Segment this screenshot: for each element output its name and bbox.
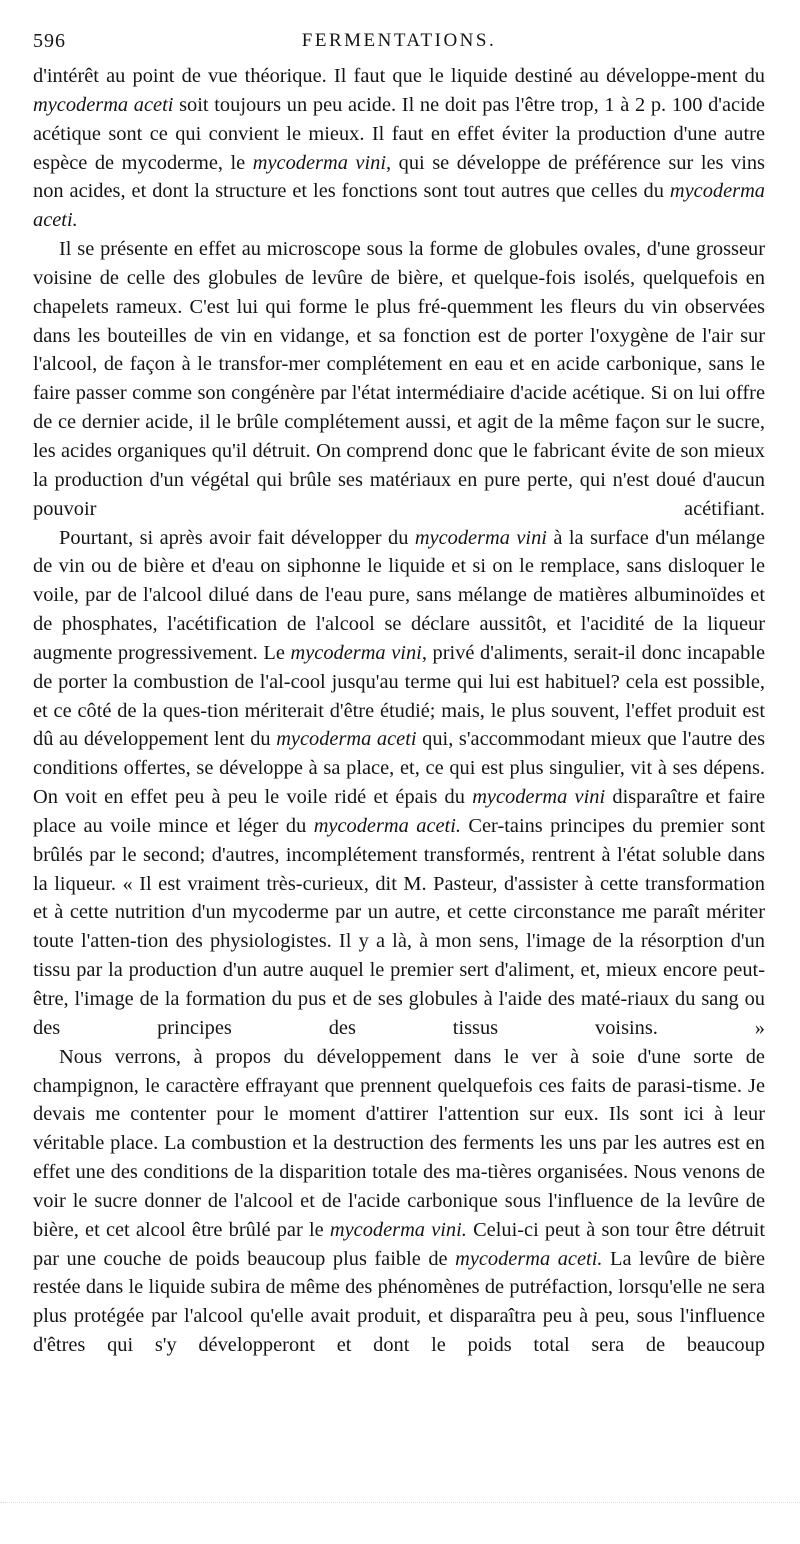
italic-term: mycoderma vini xyxy=(472,786,606,809)
italic-term: mycoderma vini xyxy=(252,151,386,174)
text-run: La levûre de bière restée dans le liquide subira de même des phénomènes de putréfaction, lorsqu'elle ne sera plus protégée par l'alcool qu'elle avait produit, et disparaîtra peu à peu, sous l'influence d'êtres qui s'y développeront et dont le poids total sera de beaucoup xyxy=(33,1247,765,1357)
italic-term: mycoderma aceti xyxy=(276,728,417,751)
italic-term: mycoderma vini xyxy=(414,526,547,549)
paragraph-1 xyxy=(33,62,765,235)
text-run: soit toujours un peu acide. Il ne doit pas l'être trop, 1 à 2 p. 100 d'acide acétique sont ce qui convient le mieux. Il faut en effet éviter la production d'une autre espèce de mycoderme, le xyxy=(33,93,765,174)
italic-term: mycoderma vini xyxy=(290,641,422,664)
italic-term: mycoderma aceti. xyxy=(33,180,765,232)
text-run: disparaître et faire place au voile mince et léger du xyxy=(33,786,765,837)
paragraph-3 xyxy=(33,524,765,1043)
text-run: à la surface d'un mélange de vin ou de bière et d'eau on siphonne le liquide et si on le remplace, sans disloquer le voile, par de l'alcool dilué dans de l'eau pure, sans mélange de matières albuminoïdes et de phosphates, l'acétification de l'alcool se déclare aussitôt, et l'acidité de la liqueur augmente progressivement. Le xyxy=(33,526,765,664)
text-run: Nous verrons, à propos du développement dans le ver à soie d'une sorte de champignon, le caractère effrayant que prennent quelquefois ces faits de parasi-tisme. Je devais me contenter pour le moment d'attirer l'attention sur eux. Ils sont ici à leur véritable place. La combustion et la destruction des ferments les uns par les autres est en effet une des conditions de la disparition totale des ma-tières organisées. Nous venons de voir le sucre donner de l'alcool et de l'acide carbonique sous l'influence de la levûre de bière, et cet alcool être brûlé par le xyxy=(33,1045,765,1241)
text-run: , qui se développe de préférence sur les vins non acides, et dont la structure et les fonctions sont tout autres que celles du xyxy=(33,151,765,203)
italic-term: mycoderma aceti. xyxy=(313,814,461,837)
italic-term: mycoderma aceti. xyxy=(455,1247,603,1270)
running-title: FERMENTATIONS. xyxy=(301,30,497,51)
scan-edge-noise xyxy=(0,1502,800,1507)
paragraph-4 xyxy=(33,1043,765,1360)
text-run: Celui-ci peut à son tour être détruit par une couche de poids beaucoup plus faible de xyxy=(33,1218,765,1270)
paragraph-2 xyxy=(33,235,765,523)
text-run: qui, s'accommodant mieux que l'autre des conditions offertes, se développe à sa place, et, ce qui est plus singulier, vit à ses dépens. On voit en effet peu à peu le voile ridé et épais du xyxy=(33,728,765,809)
text-run: Pourtant, si après avoir fait développer du xyxy=(59,526,415,549)
text-run: Cer-tains principes du premier sont brûlés par le second; d'autres, incomplétement transformés, rentrent à l'état soluble dans la liqueur. « Il est vraiment très-curieux, dit M. Pasteur, d'assister à cette transformation et à cette nutrition d'un mycoderme par un autre, et cette circonstance me paraît mériter toute l'atten-tion des physiologistes. Il y a là, à mon sens, l'image de la résorption d'un tissu par la production d'un autre auquel le premier sert d'aliment, et, mieux encore peut-être, l'image de la formation du pus et de ses globules à l'aide des maté-riaux du sang ou des principes des tissus voisins. » xyxy=(33,814,765,1039)
text-run: Il se présente en effet au microscope sous la forme de globules ovales, d'une grosseur voisine de celle des globules de levûre de bière, et quelque-fois isolés, quelquefois en chapelets rameux. C'est lui qui forme le plus fré-quemment les fleurs du vin observées dans les bouteilles de vin en vidange, et sa fonction est de porter l'oxygène de l'air sur l'alcool, de façon à le transfor-mer complétement en eau et en acide carbonique, sans le faire passer comme son congénère par l'état intermédiaire d'acide acétique. Si on lui offre de ce dernier acide, il le brûle complétement aussi, et agit de la même façon sur le sucre, les acides organiques qu'il détruit. On comprend donc que le fabricant évite de son mieux la production d'un végétal qui brûle ses matériaux en pure perte, qui n'est doué d'aucun pouvoir acétifiant. xyxy=(33,238,765,520)
italic-term: mycoderma vini. xyxy=(329,1218,467,1241)
text-run: d'intérêt au point de vue théorique. Il faut que le liquide destiné au développe-ment du xyxy=(33,65,765,87)
italic-term: mycoderma aceti xyxy=(33,93,174,116)
page-number: 596 xyxy=(33,30,66,52)
text-run: , privé d'aliments, serait-il donc incapable de porter la combustion de l'al-cool jusqu'au terme qui lui est habituel? cela est possible, et ce côté de la ques-tion mériterait d'être étudié; mais, le plus souvent, l'effet produit est dû au développement lent du xyxy=(33,641,765,751)
page-header xyxy=(33,30,765,56)
body-text xyxy=(33,62,765,1360)
